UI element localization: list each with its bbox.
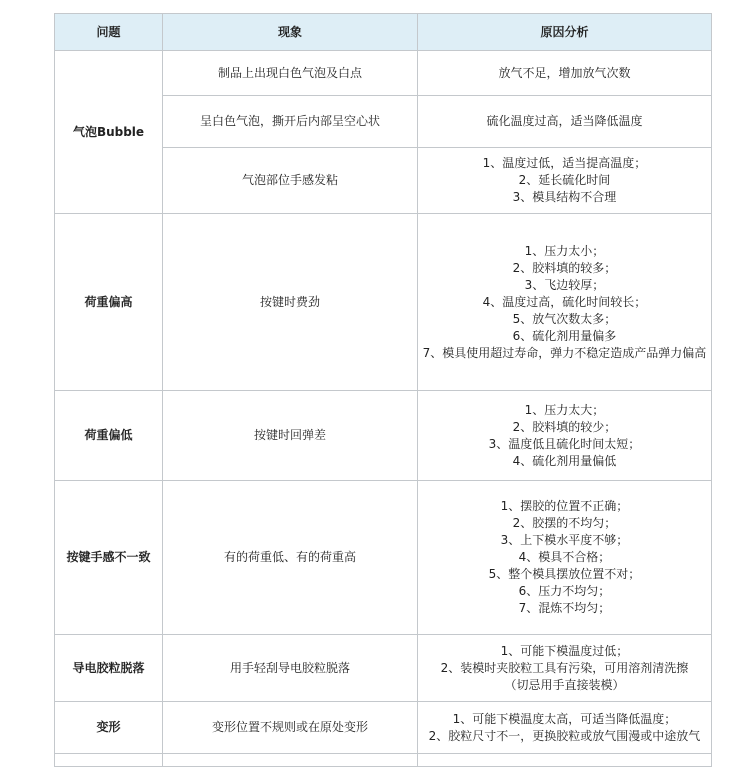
cause-line: 7、模具使用超过寿命，弹力不稳定造成产品弹力偏高	[422, 345, 707, 360]
phenomenon-cell: 气泡部位手感发粘	[163, 148, 418, 214]
cause-line: （切忌用手直接装模）	[504, 677, 625, 692]
cause-line: 1、压力太小；	[524, 243, 605, 258]
problem-cell: 变形	[55, 702, 163, 754]
cause-line: 3、温度低且硫化时间太短；	[488, 436, 641, 451]
header-phenomenon: 现象	[163, 14, 418, 51]
cause-cell	[418, 214, 712, 391]
cause-line: 硫化温度过高，适当降低温度	[486, 114, 643, 128]
cause-cell	[418, 96, 712, 148]
cause-line: 1、摆胶的位置不正确；	[500, 499, 629, 513]
table-row	[55, 214, 712, 391]
empty-cell	[418, 754, 712, 767]
table-row	[55, 481, 712, 635]
cause-line: 放气不足，增加放气次数	[498, 65, 631, 80]
cause-cell	[418, 51, 712, 96]
problem-cell: 按键手感不一致	[55, 481, 163, 635]
table-header-row	[55, 14, 712, 51]
phenomenon-cell: 用手轻刮导电胶粒脱落	[163, 635, 418, 702]
empty-cell	[55, 754, 163, 767]
header-problem: 问题	[55, 14, 163, 51]
cause-cell	[418, 391, 712, 481]
cause-cell	[418, 635, 712, 702]
cause-line: 1、可能下模温度过低；	[500, 643, 629, 658]
cause-line: 6、硫化剂用量偏多	[512, 328, 617, 343]
table-row	[55, 391, 712, 481]
phenomenon-cell: 制品上出现白色气泡及白点	[163, 51, 418, 96]
cause-line: 5、放气次数太多；	[512, 311, 617, 326]
table-row	[55, 702, 712, 754]
cause-line: 2、装模时夹胶粒工具有污染，可用溶剂清洗擦	[440, 660, 689, 675]
phenomenon-cell: 有的荷重低、有的荷重高	[163, 481, 418, 635]
cause-line: 2、延长硫化时间	[518, 173, 611, 187]
cause-line: 4、模具不合格；	[518, 550, 611, 564]
cause-line: 1、压力太大；	[524, 402, 605, 417]
cause-line: 7、混炼不均匀；	[518, 601, 611, 615]
table-row	[55, 51, 712, 96]
cause-line: 3、飞边较厚；	[524, 277, 605, 292]
cause-line: 2、胶料填的较少；	[512, 419, 617, 434]
defect-analysis-table	[54, 13, 712, 767]
problem-cell: 气泡Bubble	[55, 51, 163, 214]
table-row	[55, 635, 712, 702]
cause-line: 3、模具结构不合理	[512, 190, 617, 204]
cause-line: 4、硫化剂用量偏低	[512, 453, 617, 468]
cause-cell	[418, 148, 712, 214]
cause-line: 2、胶粒尺寸不一，更换胶粒或放气围漫或中途放气	[428, 728, 701, 743]
cause-cell	[418, 481, 712, 635]
header-cause-analysis: 原因分析	[418, 14, 712, 51]
problem-cell: 荷重偏高	[55, 214, 163, 391]
cause-line: 2、胶料填的较多；	[512, 260, 617, 275]
cause-cell	[418, 702, 712, 754]
phenomenon-cell: 变形位置不规则或在原处变形	[163, 702, 418, 754]
cause-line: 1、温度过低，适当提高温度；	[482, 156, 647, 170]
phenomenon-cell: 按键时费劲	[163, 214, 418, 391]
cause-line: 2、胶摆的不均匀；	[512, 516, 617, 530]
problem-cell: 荷重偏低	[55, 391, 163, 481]
cause-line: 5、整个模具摆放位置不对；	[488, 567, 641, 581]
cause-line: 1、可能下模温度太高，可适当降低温度；	[452, 711, 677, 726]
phenomenon-cell: 按键时回弹差	[163, 391, 418, 481]
problem-cell: 导电胶粒脱落	[55, 635, 163, 702]
cause-line: 3、上下模水平度不够；	[500, 533, 629, 547]
cause-line: 4、温度过高，硫化时间较长；	[482, 294, 647, 309]
phenomenon-cell: 呈白色气泡，撕开后内部呈空心状	[163, 96, 418, 148]
table-row-partial	[55, 754, 712, 767]
cause-line: 6、压力不均匀；	[518, 584, 611, 598]
empty-cell	[163, 754, 418, 767]
